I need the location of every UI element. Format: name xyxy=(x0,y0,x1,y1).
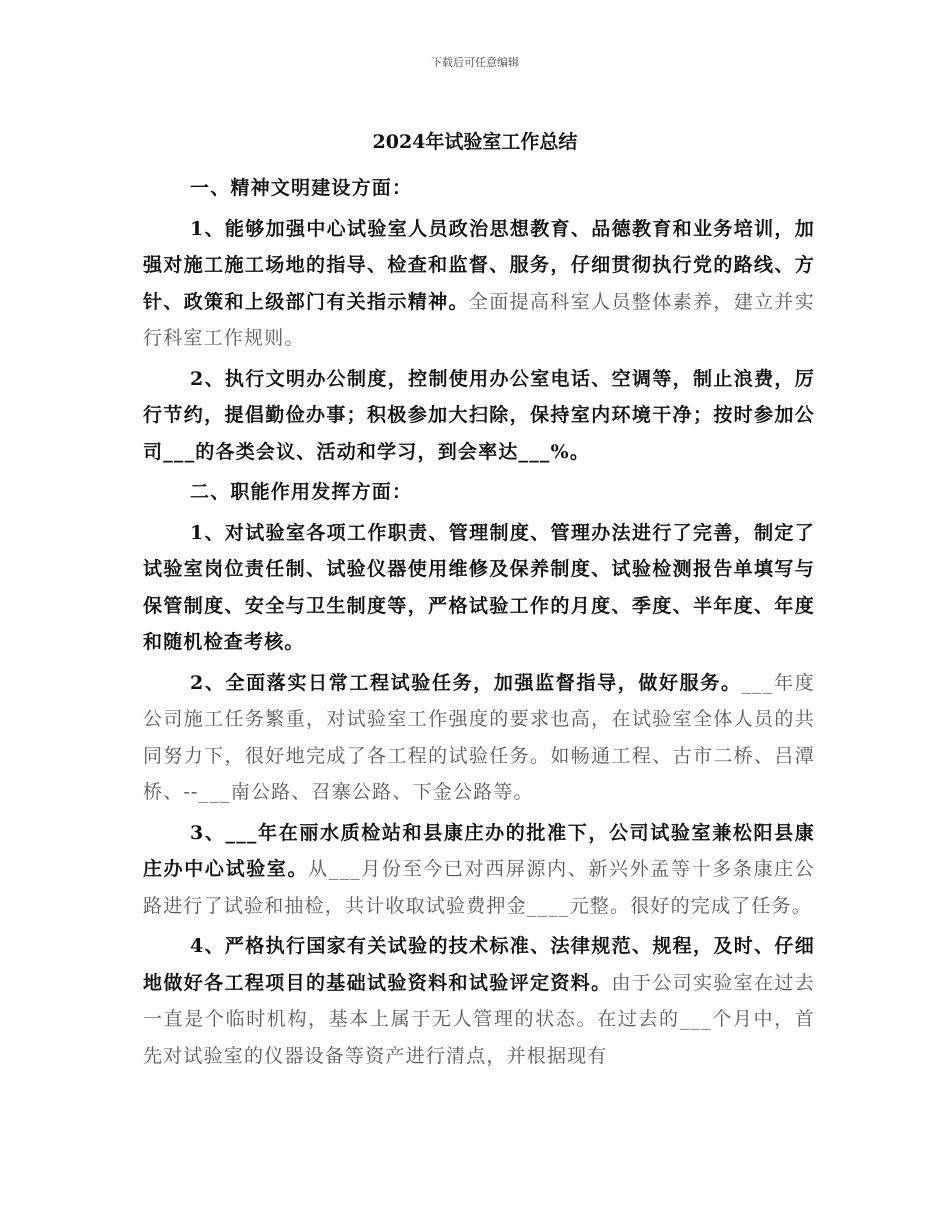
paragraph-1-1: 1、能够加强中心试验室人员政治思想教育、品德教育和业务培训，加强对施工施工场地的指导、检查和监督、服务，仔细贯彻执行党的路线、方针、政策和上级部门有关指示精神。全面提高科室人员整体素养，建立并实行科室工作规则。 xyxy=(143,217,816,349)
paragraph-2-1: 1、对试验室各项工作职责、管理制度、管理办法进行了完善，制定了试验室岗位责任制、试验仪器使用维修及保养制度、试验检测报告单填写与保管制度、安全与卫生制度等，严格试验工作的月度、季度、半年度、年度和随机检查考核。 xyxy=(143,521,815,653)
paragraph-1-2: 2、执行文明办公制度，控制使用办公室电话、空调等，制止浪费，厉行节约，提倡勤俭办事；积极参加大扫除，保持室内环境干净；按时参加公司___的各类会议、活动和学习，到会率达___%。 xyxy=(143,367,815,463)
paragraph-2-4: 4、严格执行国家有关试验的技术标准、法律规范、规程，及时、仔细地做好各工程项目的基础试验资料和试验评定资料。由于公司实验室在过去一直是个临时机构，基本上属于无人管理的状态。在过去的___个月中，首先对试验室的仪器设备等资产进行清点，并根据现有 xyxy=(143,935,815,1067)
document-body xyxy=(143,170,815,1074)
document-title: 2024年试验室工作总结 xyxy=(372,131,578,153)
section-heading-1: 一、精神文明建设方面： xyxy=(190,177,413,199)
page-header: 下载后可任意编辑 xyxy=(431,56,519,69)
paragraph-2-3: 3、___年在丽水质检站和县康庄办的批准下，公司试验室兼松阳县康庄办中心试验室。从___月份至今已对西屏源内、新兴外孟等十多条康庄公路进行了试验和抽检，共计收取试验费押金____元整。很好的完成了任务。 xyxy=(143,821,815,917)
paragraph-2-2: 2、全面落实日常工程试验任务，加强监督指导，做好服务。___年度公司施工任务繁重，对试验室工作强度的要求也高，在试验室全体人员的共同努力下，很好地完成了各工程的试验任务。如畅通工程、古市二桥、吕潭桥、--___南公路、召寨公路、下金公路等。 xyxy=(143,671,815,803)
section-heading-2: 二、职能作用发挥方面： xyxy=(190,481,413,503)
